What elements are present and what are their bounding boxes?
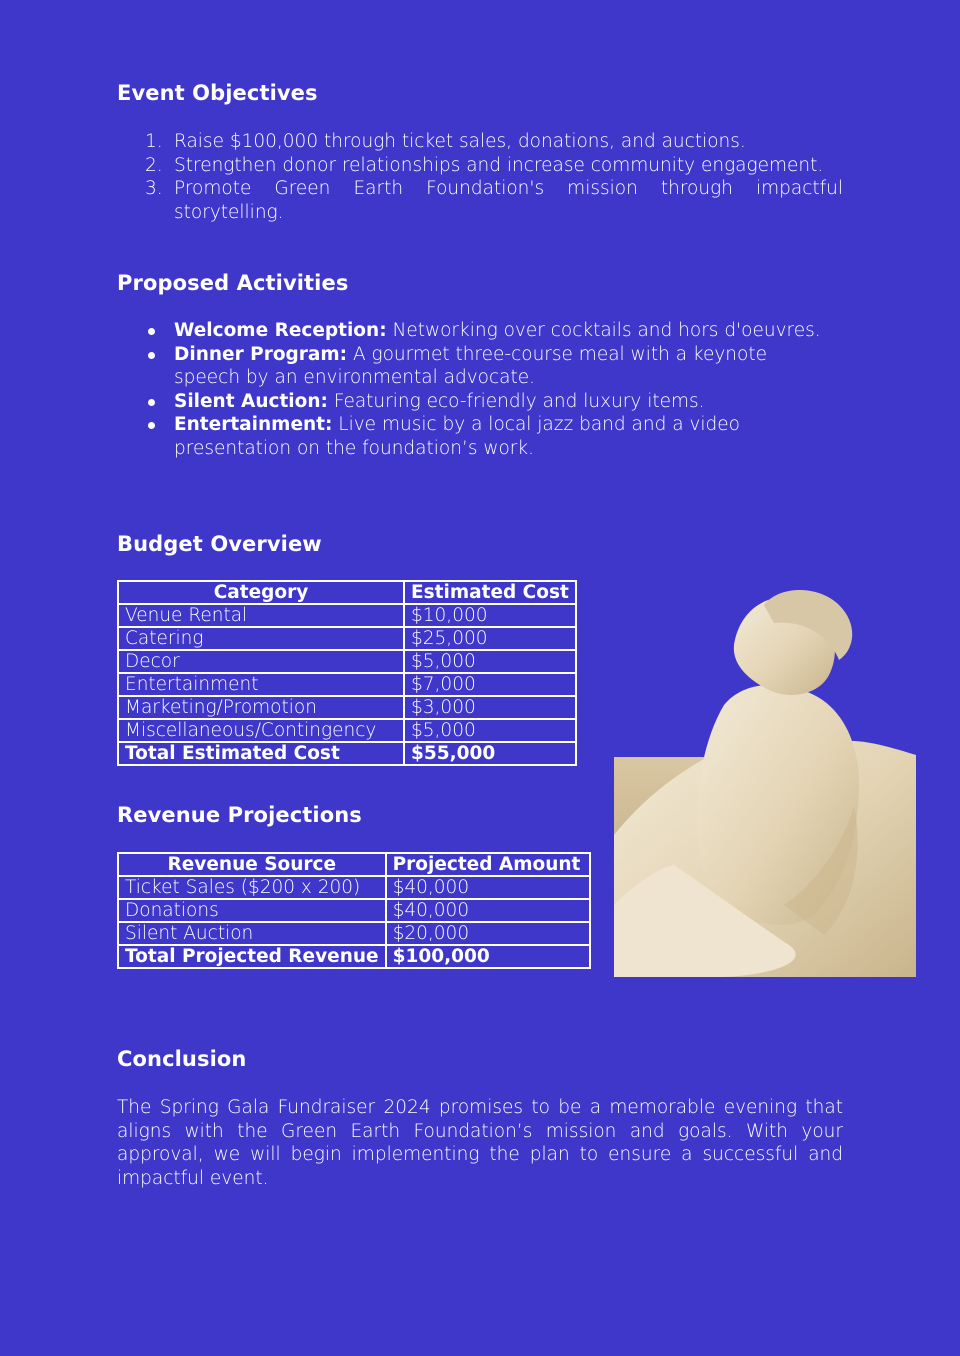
table-cell: Total Estimated Cost (118, 742, 404, 765)
table-cell: $7,000 (404, 673, 576, 696)
table-cell: $3,000 (404, 696, 576, 719)
table-cell: $20,000 (386, 922, 590, 945)
table-row (118, 922, 590, 945)
table-cell: Decor (118, 650, 404, 673)
list-item (117, 319, 843, 343)
table-total-row (118, 945, 590, 968)
table-row (118, 876, 590, 899)
table-cell: $40,000 (386, 899, 590, 922)
budget-heading: Budget Overview (117, 532, 322, 556)
activity-label: Welcome Reception: (174, 320, 387, 341)
table-cell: Catering (118, 627, 404, 650)
activity-text: Networking over cocktails and hors d'oeuvres. (386, 320, 821, 341)
list-number: 1. (145, 131, 163, 152)
table-cell: $25,000 (404, 627, 576, 650)
activities-heading: Proposed Activities (117, 271, 349, 295)
table-row (118, 650, 576, 673)
statue-image-icon (614, 585, 916, 977)
table-cell: $55,000 (404, 742, 576, 765)
column-header: Estimated Cost (404, 581, 576, 604)
table-cell: $5,000 (404, 650, 576, 673)
bullet-icon (148, 328, 155, 335)
list-item-text: Promote Green Earth Foundation's mission through impactful storytelling. (174, 178, 843, 223)
table-row (118, 627, 576, 650)
table-cell: Marketing/Promotion (118, 696, 404, 719)
table-cell: Donations (118, 899, 386, 922)
table-cell: Silent Auction (118, 922, 386, 945)
list-number: 2. (145, 154, 163, 176)
budget-table (117, 580, 577, 766)
list-item-text: Raise $100,000 through ticket sales, donations, and auctions. (174, 131, 746, 152)
table-cell: $5,000 (404, 719, 576, 742)
table-cell: Total Projected Revenue (118, 945, 386, 968)
objectives-heading: Event Objectives (117, 81, 318, 105)
list-item (117, 177, 843, 224)
revenue-table (117, 852, 591, 969)
table-cell: Venue Rental (118, 604, 404, 627)
table-row (118, 604, 576, 627)
activities-list (117, 319, 843, 460)
list-item (117, 130, 843, 154)
table-total-row (118, 742, 576, 765)
table-cell: $100,000 (386, 945, 590, 968)
list-item-text: Strengthen donor relationships and increase community engagement. (174, 154, 824, 176)
activity-text: Featuring eco-friendly and luxury items. (327, 390, 705, 412)
activity-label: Dinner Program: (174, 343, 348, 365)
list-item (117, 413, 843, 460)
column-header: Category (118, 581, 404, 604)
table-row (118, 719, 576, 742)
list-number: 3. (145, 178, 163, 199)
table-header-row (118, 581, 576, 604)
bullet-icon (148, 422, 155, 429)
table-row (118, 673, 576, 696)
table-row (118, 696, 576, 719)
activity-text: A gourmet three-course meal with a keynote speech by an environmental advocate. (174, 343, 767, 388)
activity-label: Entertainment: (174, 414, 333, 435)
activity-text: Live music by a local jazz band and a video presentation on the foundation’s work. (174, 414, 740, 459)
list-item (117, 154, 843, 178)
table-cell: Miscellaneous/Contingency (118, 719, 404, 742)
conclusion-heading: Conclusion (117, 1047, 247, 1071)
conclusion-paragraph: The Spring Gala Fundraiser 2024 promises to be a memorable evening that aligns with the Green Earth Foundation’s mission and goals. With your approval, we will begin implementing the plan to ensure a successful and impactful event. (117, 1097, 843, 1189)
revenue-heading: Revenue Projections (117, 803, 362, 827)
table-cell: $10,000 (404, 604, 576, 627)
table-row (118, 899, 590, 922)
bullet-icon (148, 352, 155, 359)
table-cell: $40,000 (386, 876, 590, 899)
column-header: Revenue Source (118, 853, 386, 876)
table-header-row (118, 853, 590, 876)
list-item (117, 390, 843, 414)
column-header: Projected Amount (386, 853, 590, 876)
table-cell: Ticket Sales ($200 x 200) (118, 876, 386, 899)
list-item (117, 343, 843, 390)
activity-label: Silent Auction: (174, 390, 328, 412)
table-cell: Entertainment (118, 673, 404, 696)
objectives-list (117, 130, 843, 224)
bullet-icon (148, 399, 155, 406)
